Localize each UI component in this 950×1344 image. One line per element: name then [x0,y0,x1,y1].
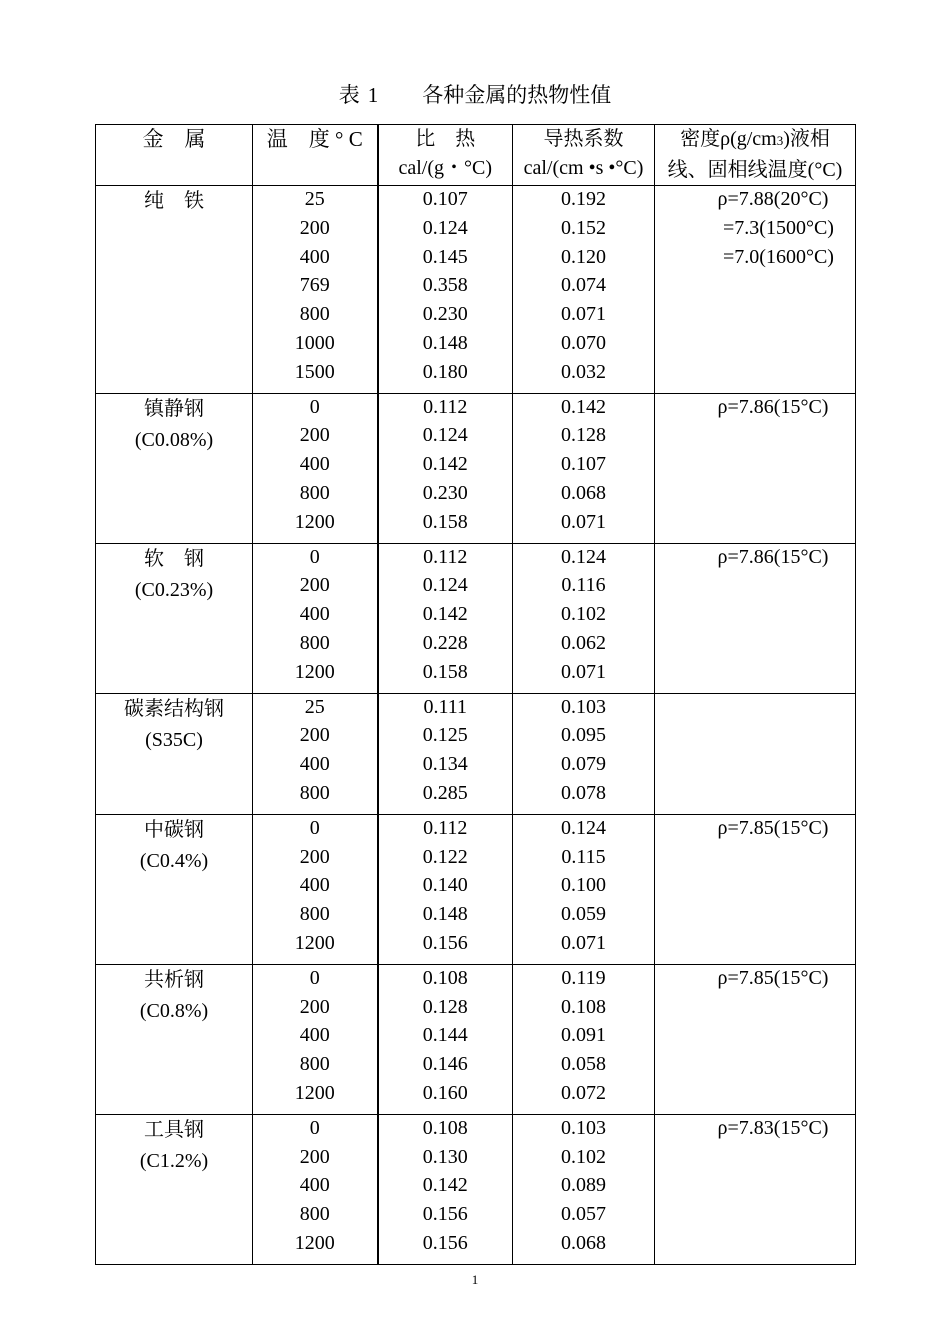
specific-heat-value: 0.230 [422,481,468,504]
conductivity-value: 0.100 [561,874,606,897]
temperature-cell [253,393,378,543]
table-title [0,80,950,110]
specific-heat-value: 0.158 [422,510,468,533]
temperature-value: 800 [299,903,330,926]
temperature-value: 200 [299,1145,330,1168]
metal-name: 软 钢 [144,547,204,570]
temperature-value: 800 [299,781,330,804]
conductivity-value: 0.102 [561,603,606,626]
density-cell [655,964,856,1114]
specific-heat-value: 0.124 [422,574,468,597]
temperature-value: 800 [299,1203,330,1226]
temperature-value: 25 [304,695,325,718]
table-row [96,693,856,814]
conductivity-value: 0.124 [561,545,606,568]
temperature-value: 0 [309,395,320,418]
specific-heat-value: 0.125 [422,724,468,747]
specific-heat-value: 0.107 [422,188,468,210]
temperature-value: 200 [299,724,330,747]
metal-name: 纯 铁 [144,190,204,212]
density-value: ρ=7.85(15°C) [717,966,829,989]
conductivity-value: 0.071 [561,303,606,326]
header-density [655,125,856,186]
conductivity-value: 0.128 [561,424,606,447]
metal-name: 镇静钢 [144,397,204,420]
density-cell [655,693,856,814]
temperature-value: 1200 [294,1081,335,1104]
temperature-cell [253,543,378,693]
specific-heat-value: 0.142 [422,1174,468,1197]
temperature-value: 400 [299,1024,330,1047]
metal-name-cell [96,693,253,814]
header-conductivity-line2: cal/(cm •s •°C) [523,156,644,179]
temperature-value: 800 [299,631,330,654]
specific-heat-value: 0.134 [422,753,468,776]
conductivity-value: 0.119 [561,966,606,989]
table-title-text: 各种金属的热物性值 [422,83,612,107]
conductivity-value: 0.152 [561,216,606,239]
specific-heat-cell [378,543,513,693]
specific-heat-cell [378,186,513,394]
conductivity-value: 0.068 [561,1231,606,1254]
temperature-value: 1000 [294,331,335,354]
temperature-value: 1200 [294,510,335,533]
conductivity-value: 0.079 [561,753,606,776]
metal-name-cell [96,543,253,693]
conductivity-value: 0.116 [561,574,606,597]
temperature-value: 400 [299,1174,330,1197]
table-title-label: 表 [338,83,360,107]
metal-name: (C0.23%) [134,578,214,601]
specific-heat-value: 0.148 [422,903,468,926]
temperature-value: 0 [309,545,320,568]
temperature-value: 0 [309,816,320,839]
density-value: ρ=7.86(15°C) [717,395,829,418]
conductivity-value: 0.078 [561,781,606,804]
temperature-value: 1200 [294,1231,335,1254]
metal-name: (C0.08%) [134,428,214,451]
density-value: ρ=7.88(20°C) [717,188,829,210]
specific-heat-cell [378,393,513,543]
specific-heat-value: 0.142 [422,453,468,476]
metal-name: (S35C) [145,728,203,751]
density-cell [655,543,856,693]
temperature-value: 0 [309,1116,320,1139]
header-specific-heat-line2: cal/(g・°C) [398,156,493,179]
table-row [96,964,856,1114]
density-cell [655,814,856,964]
conductivity-cell [513,1114,655,1264]
temperature-value: 200 [299,216,330,239]
specific-heat-value: 0.112 [423,545,468,568]
temperature-value: 25 [304,188,325,210]
specific-heat-cell [378,1114,513,1264]
metal-name: (C0.8%) [139,999,209,1022]
metal-name: (C0.4%) [139,849,209,872]
table-row [96,186,856,394]
specific-heat-value: 0.112 [423,395,468,418]
metal-name: 工具钢 [144,1118,204,1141]
conductivity-cell [513,186,655,394]
specific-heat-value: 0.111 [423,695,467,718]
header-conductivity [513,125,655,186]
conductivity-value: 0.089 [561,1174,606,1197]
density-cell [655,1114,856,1264]
density-cell [655,393,856,543]
conductivity-value: 0.192 [561,188,606,210]
header-metal: 金 属 [96,125,253,186]
density-value: ρ=7.83(15°C) [717,1116,829,1139]
conductivity-value: 0.103 [561,1116,606,1139]
temperature-value: 200 [299,995,330,1018]
specific-heat-value: 0.112 [423,816,468,839]
metal-name: 中碳钢 [144,818,204,841]
specific-heat-value: 0.158 [422,660,468,683]
temperature-value: 769 [299,274,330,297]
specific-heat-value: 0.130 [422,1145,468,1168]
temperature-value: 800 [299,481,330,504]
specific-heat-value: 0.146 [422,1053,468,1076]
header-density-line1b: )液相 [783,128,830,150]
metal-name-cell [96,393,253,543]
header-specific-heat [378,125,513,186]
specific-heat-value: 0.180 [422,360,468,383]
specific-heat-value: 0.160 [422,1081,468,1104]
metal-name-cell [96,186,253,394]
conductivity-value: 0.091 [561,1024,606,1047]
specific-heat-value: 0.128 [422,995,468,1018]
conductivity-value: 0.071 [561,660,606,683]
header-density-line1a: 密度ρ(g/cm [680,128,777,150]
specific-heat-value: 0.122 [422,845,468,868]
metal-name: (C1.2%) [139,1149,209,1172]
temperature-cell [253,814,378,964]
specific-heat-value: 0.108 [422,1116,468,1139]
table-row [96,543,856,693]
metal-name-cell [96,814,253,964]
conductivity-value: 0.108 [561,995,606,1018]
conductivity-cell [513,393,655,543]
specific-heat-value: 0.156 [422,1231,468,1254]
specific-heat-value: 0.142 [422,603,468,626]
temperature-value: 0 [309,966,320,989]
specific-heat-value: 0.148 [422,331,468,354]
specific-heat-cell [378,964,513,1114]
temperature-cell [253,1114,378,1264]
specific-heat-value: 0.156 [422,931,468,954]
conductivity-value: 0.103 [561,695,606,718]
density-value: =7.3(1500°C) [723,216,834,239]
metal-name: 共析钢 [144,968,204,991]
header-density-superscript: 3 [776,133,784,148]
temperature-value: 800 [299,303,330,326]
specific-heat-value: 0.140 [422,874,468,897]
table-title-number: 1 [367,83,379,107]
conductivity-value: 0.059 [561,903,606,926]
specific-heat-value: 0.358 [422,274,468,297]
conductivity-value: 0.107 [561,453,606,476]
table-row [96,1114,856,1264]
conductivity-value: 0.068 [561,481,606,504]
temperature-value: 400 [299,453,330,476]
header-density-line2: 线、固相线温度(°C) [667,158,843,181]
specific-heat-value: 0.156 [422,1203,468,1226]
temperature-value: 400 [299,245,330,268]
temperature-value: 1200 [294,660,335,683]
conductivity-value: 0.057 [561,1203,606,1226]
density-value: ρ=7.85(15°C) [717,816,829,839]
density-cell [655,186,856,394]
conductivity-value: 0.071 [561,931,606,954]
temperature-value: 400 [299,603,330,626]
conductivity-value: 0.071 [561,510,606,533]
specific-heat-value: 0.124 [422,216,468,239]
temperature-cell [253,964,378,1114]
specific-heat-value: 0.228 [422,631,468,654]
conductivity-value: 0.072 [561,1081,606,1104]
specific-heat-value: 0.230 [422,303,468,326]
header-conductivity-line1: 导热系数 [543,128,624,150]
temperature-value: 200 [299,845,330,868]
header-specific-heat-line1: 比 热 [415,128,476,150]
conductivity-value: 0.058 [561,1053,606,1076]
header-temperature: 温 度 ° C [253,125,378,186]
conductivity-cell [513,964,655,1114]
conductivity-value: 0.074 [561,274,606,297]
density-value: =7.0(1600°C) [723,245,834,268]
specific-heat-value: 0.285 [422,781,468,804]
specific-heat-value: 0.145 [422,245,468,268]
conductivity-cell [513,543,655,693]
conductivity-cell [513,693,655,814]
temperature-value: 400 [299,753,330,776]
page-number: 1 [471,1272,479,1287]
temperature-value: 400 [299,874,330,897]
temperature-value: 1200 [294,931,335,954]
metal-name-cell [96,964,253,1114]
metal-name: 碳素结构钢 [124,697,224,720]
table-row [96,814,856,964]
conductivity-value: 0.102 [561,1145,606,1168]
temperature-cell [253,693,378,814]
conductivity-cell [513,814,655,964]
temperature-value: 1500 [294,360,335,383]
temperature-cell [253,186,378,394]
conductivity-value: 0.070 [561,331,606,354]
conductivity-value: 0.120 [561,245,606,268]
conductivity-value: 0.095 [561,724,606,747]
temperature-value: 200 [299,424,330,447]
specific-heat-value: 0.124 [422,424,468,447]
conductivity-value: 0.124 [561,816,606,839]
conductivity-value: 0.032 [561,360,606,383]
table-row [96,393,856,543]
header-row [96,125,856,186]
specific-heat-value: 0.108 [422,966,468,989]
specific-heat-value: 0.144 [422,1024,468,1047]
specific-heat-cell [378,814,513,964]
metal-name-cell [96,1114,253,1264]
temperature-value: 800 [299,1053,330,1076]
density-value: ρ=7.86(15°C) [717,545,829,568]
temperature-value: 200 [299,574,330,597]
thermal-properties-table [95,124,856,1265]
specific-heat-cell [378,693,513,814]
header-density-line1 [655,125,855,156]
conductivity-value: 0.115 [561,845,606,868]
conductivity-value: 0.142 [561,395,606,418]
conductivity-value: 0.062 [561,631,606,654]
